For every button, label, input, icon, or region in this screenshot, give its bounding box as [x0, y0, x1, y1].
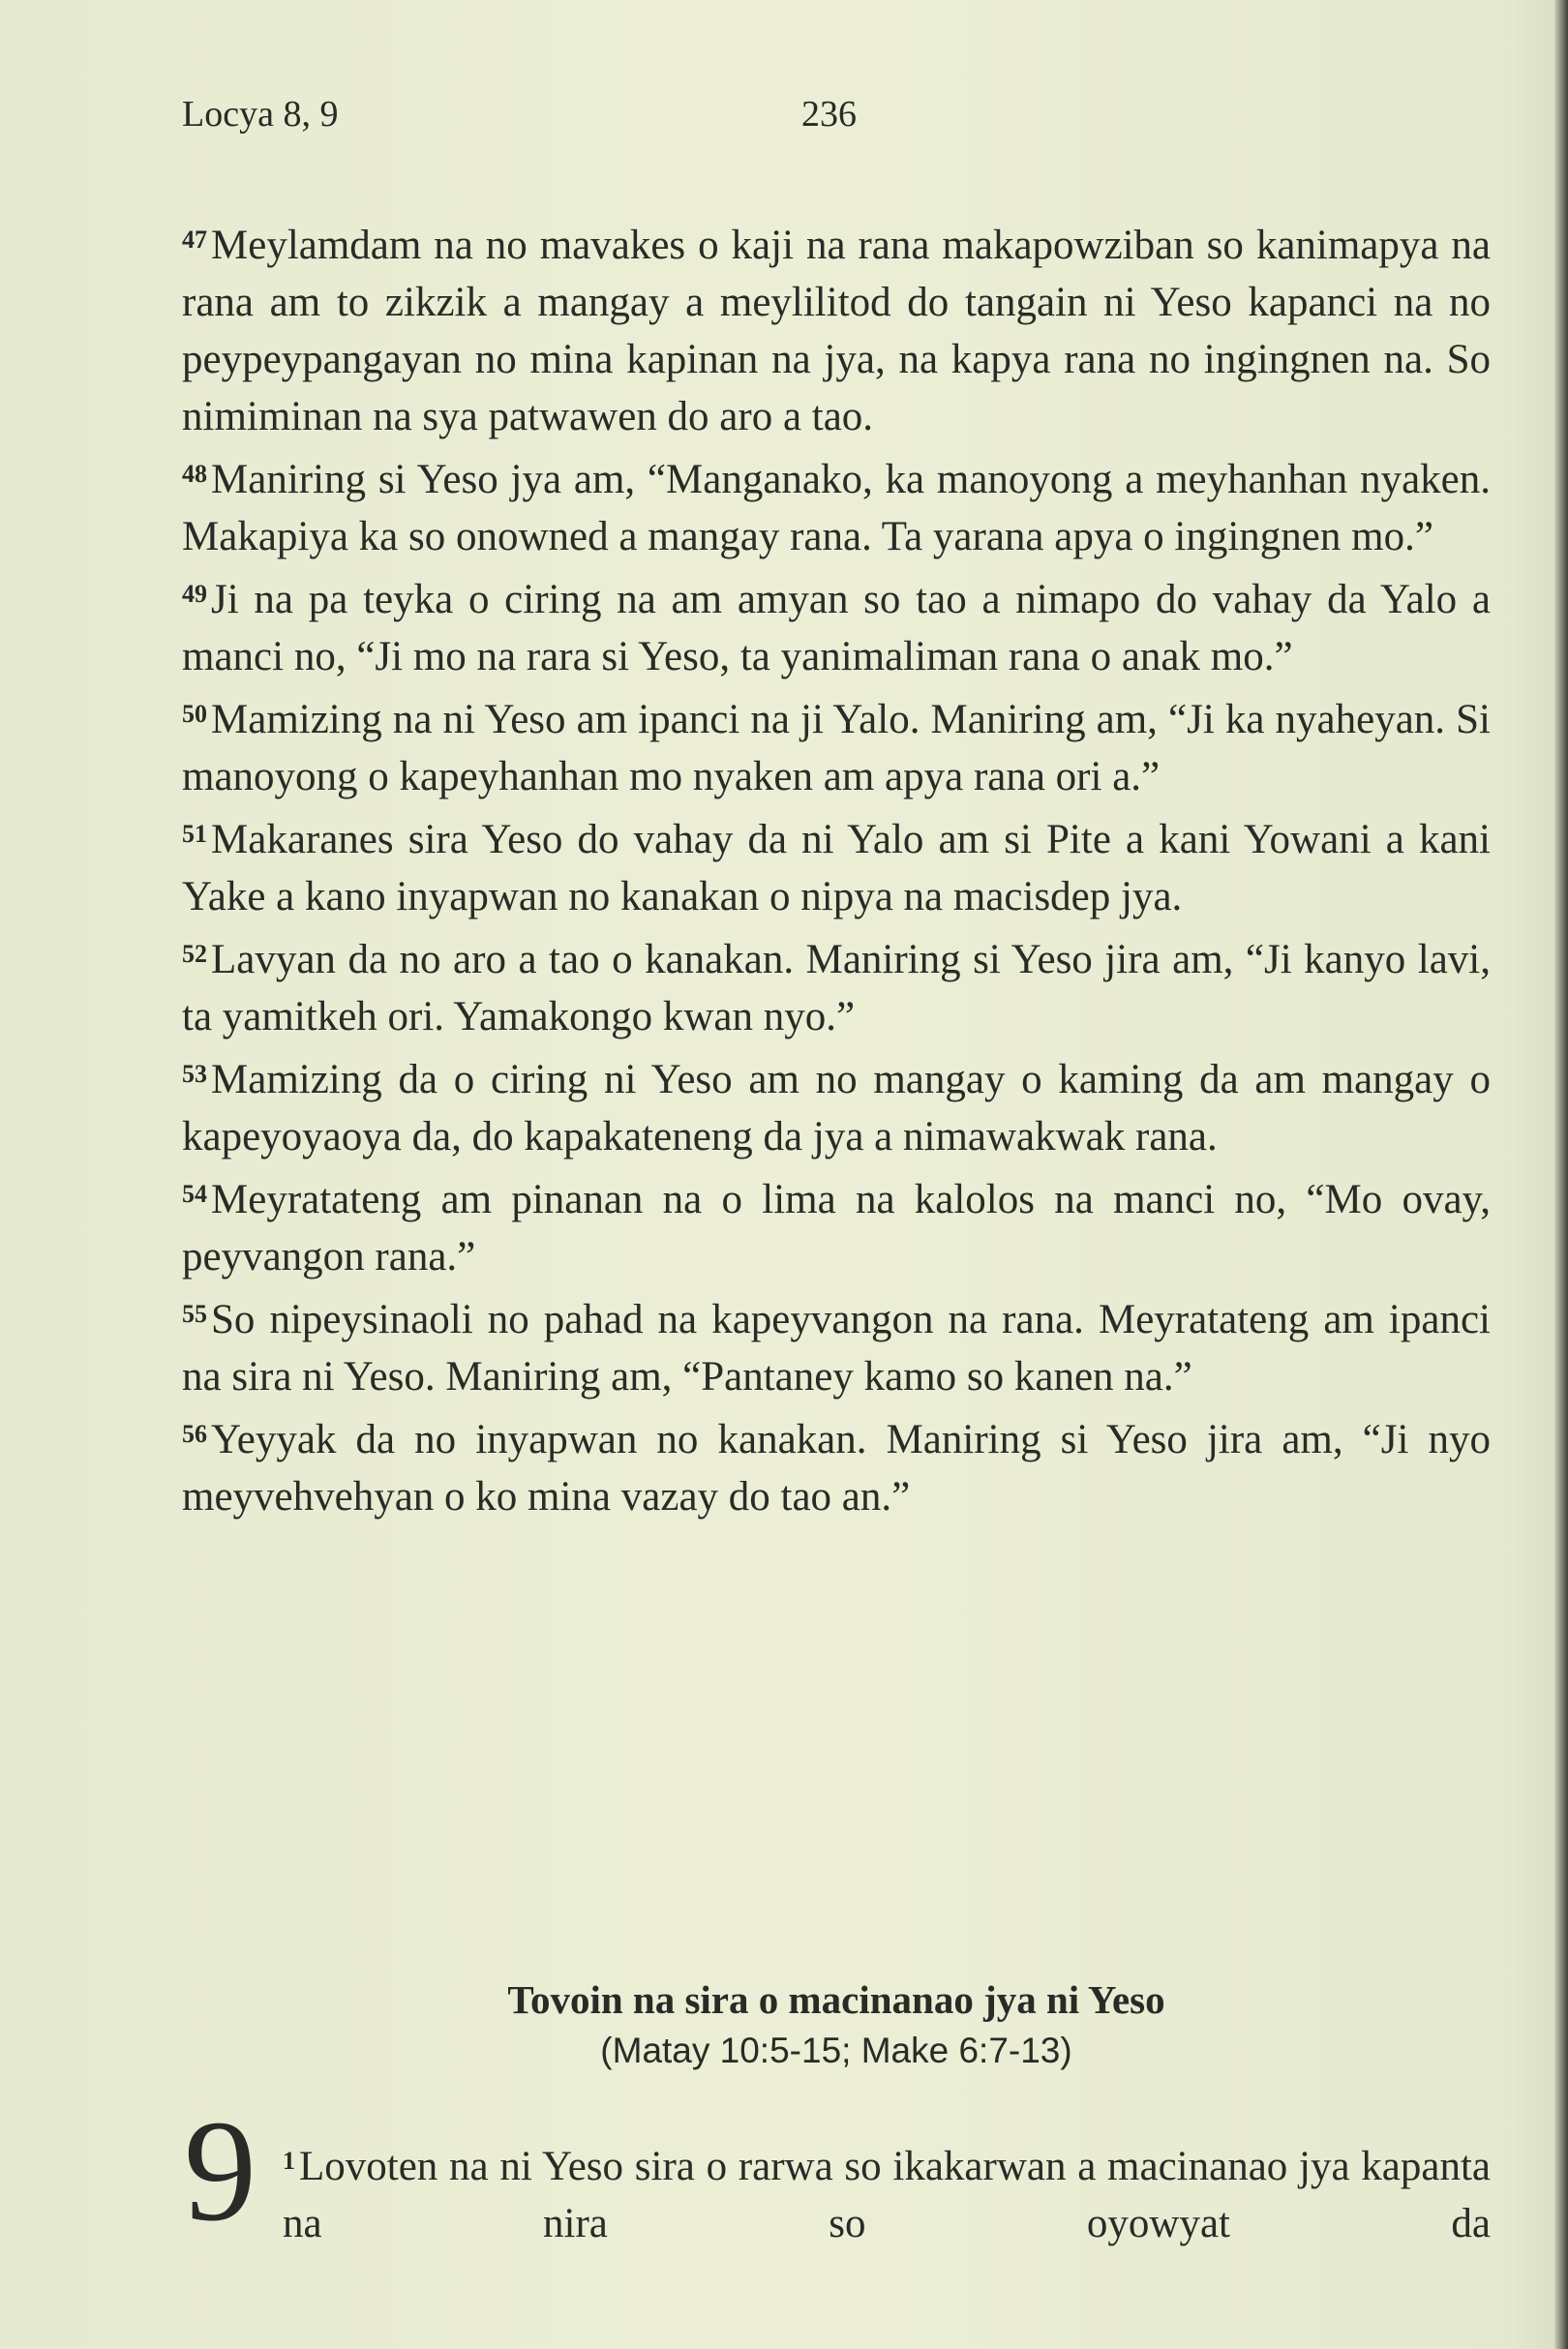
verse-number: 54 — [182, 1180, 207, 1208]
verse-number: 48 — [182, 460, 207, 488]
verse-text: Lovoten na ni Yeso sira o rarwa so ikakarwan a macinanao jya kapanta na nira so oyowyat da — [283, 2144, 1491, 2246]
verse-number: 56 — [182, 1420, 207, 1448]
verse-number: 49 — [182, 580, 207, 608]
verse-number: 53 — [182, 1060, 207, 1088]
verse-49 — [182, 565, 1491, 685]
verse-54 — [182, 1165, 1491, 1285]
verse-number: 50 — [182, 700, 207, 728]
verse-text: Makaranes sira Yeso do vahay da ni Yalo am si Pite a kani Yowani a kani Yake a kano inyapwan no kanakan o nipya na macisdep jya. — [182, 817, 1491, 919]
chapter-number-dropcap: 9 — [184, 2091, 256, 2251]
verse-number: 47 — [182, 226, 207, 254]
verse-text: Meylamdam na no mavakes o kaji na rana makapowziban so kanimapya na rana am to zikzik a mangay a meylilitod do tangain ni Yeso kapanci na no peypeypangayan no mina kapinan na jya, na kapya rana no ingingnen na. So nimiminan na sya patwawen do aro a tao. — [182, 223, 1491, 439]
page-number: 236 — [801, 94, 857, 135]
section-cross-reference: (Matay 10:5-15; Make 6:7-13) — [600, 2031, 1072, 2070]
verse-number: 52 — [182, 940, 207, 968]
verse-number: 51 — [182, 820, 207, 848]
verse-text: Yeyyak da no inyapwan no kanakan. Maniring si Yeso jira am, “Ji nyo meyvehvehyan o ko mina vazay do tao an.” — [182, 1417, 1491, 1520]
verse-53 — [182, 1045, 1491, 1165]
verse-51 — [182, 805, 1491, 925]
verse-text: Meyratateng am pinanan na o lima na kalolos na manci no, “Mo ovay, peyvangon rana.” — [182, 1177, 1491, 1280]
verse-48 — [182, 445, 1491, 565]
page-edge-shadow — [1554, 0, 1568, 2349]
verse-number: 1 — [283, 2147, 295, 2175]
verse-text: So nipeysinaoli no pahad na kapeyvangon na rana. Meyratateng am ipanci na sira ni Yeso. Maniring am, “Pantaney kamo so kanen na.” — [182, 1297, 1491, 1400]
verse-text: Mamizing da o ciring ni Yeso am no mangay o kaming da am mangay o kapeyoyaoya da, do kapakateneng da jya a nimawakwak rana. — [182, 1057, 1491, 1159]
verse-text-block — [182, 211, 1491, 1525]
verse-text: Ji na pa teyka o ciring na am amyan so tao a nimapo do vahay da Yalo a manci no, “Ji mo na rara si Yeso, ta yanimaliman rana o anak mo.” — [182, 577, 1491, 679]
verse-52 — [182, 925, 1491, 1045]
verse-text: Lavyan da no aro a tao o kanakan. Maniring si Yeso jira am, “Ji kanyo lavi, ta yamitkeh ori. Yamakongo kwan nyo.” — [182, 937, 1491, 1039]
verse-55 — [182, 1285, 1491, 1405]
section-heading: Tovoin na sira o macinanao jya ni Yeso — [507, 1977, 1165, 2022]
verse-47 — [182, 211, 1491, 445]
verse-text: Mamizing na ni Yeso am ipanci na ji Yalo. Maniring am, “Ji ka nyaheyan. Si manoyong o kapeyhanhan mo nyaken am apya rana ori a.” — [182, 697, 1491, 799]
running-header-reference: Locya 8, 9 — [182, 94, 339, 135]
verse-50 — [182, 685, 1491, 805]
verse-text: Maniring si Yeso jya am, “Manganako, ka manoyong a meyhanhan nyaken. Makapiya ka so onowned a mangay rana. Ta yarana apya o ingingnen mo.” — [182, 457, 1491, 559]
verse-number: 55 — [182, 1300, 207, 1328]
verse-56 — [182, 1405, 1491, 1525]
chapter-first-verse — [283, 2132, 1491, 2252]
